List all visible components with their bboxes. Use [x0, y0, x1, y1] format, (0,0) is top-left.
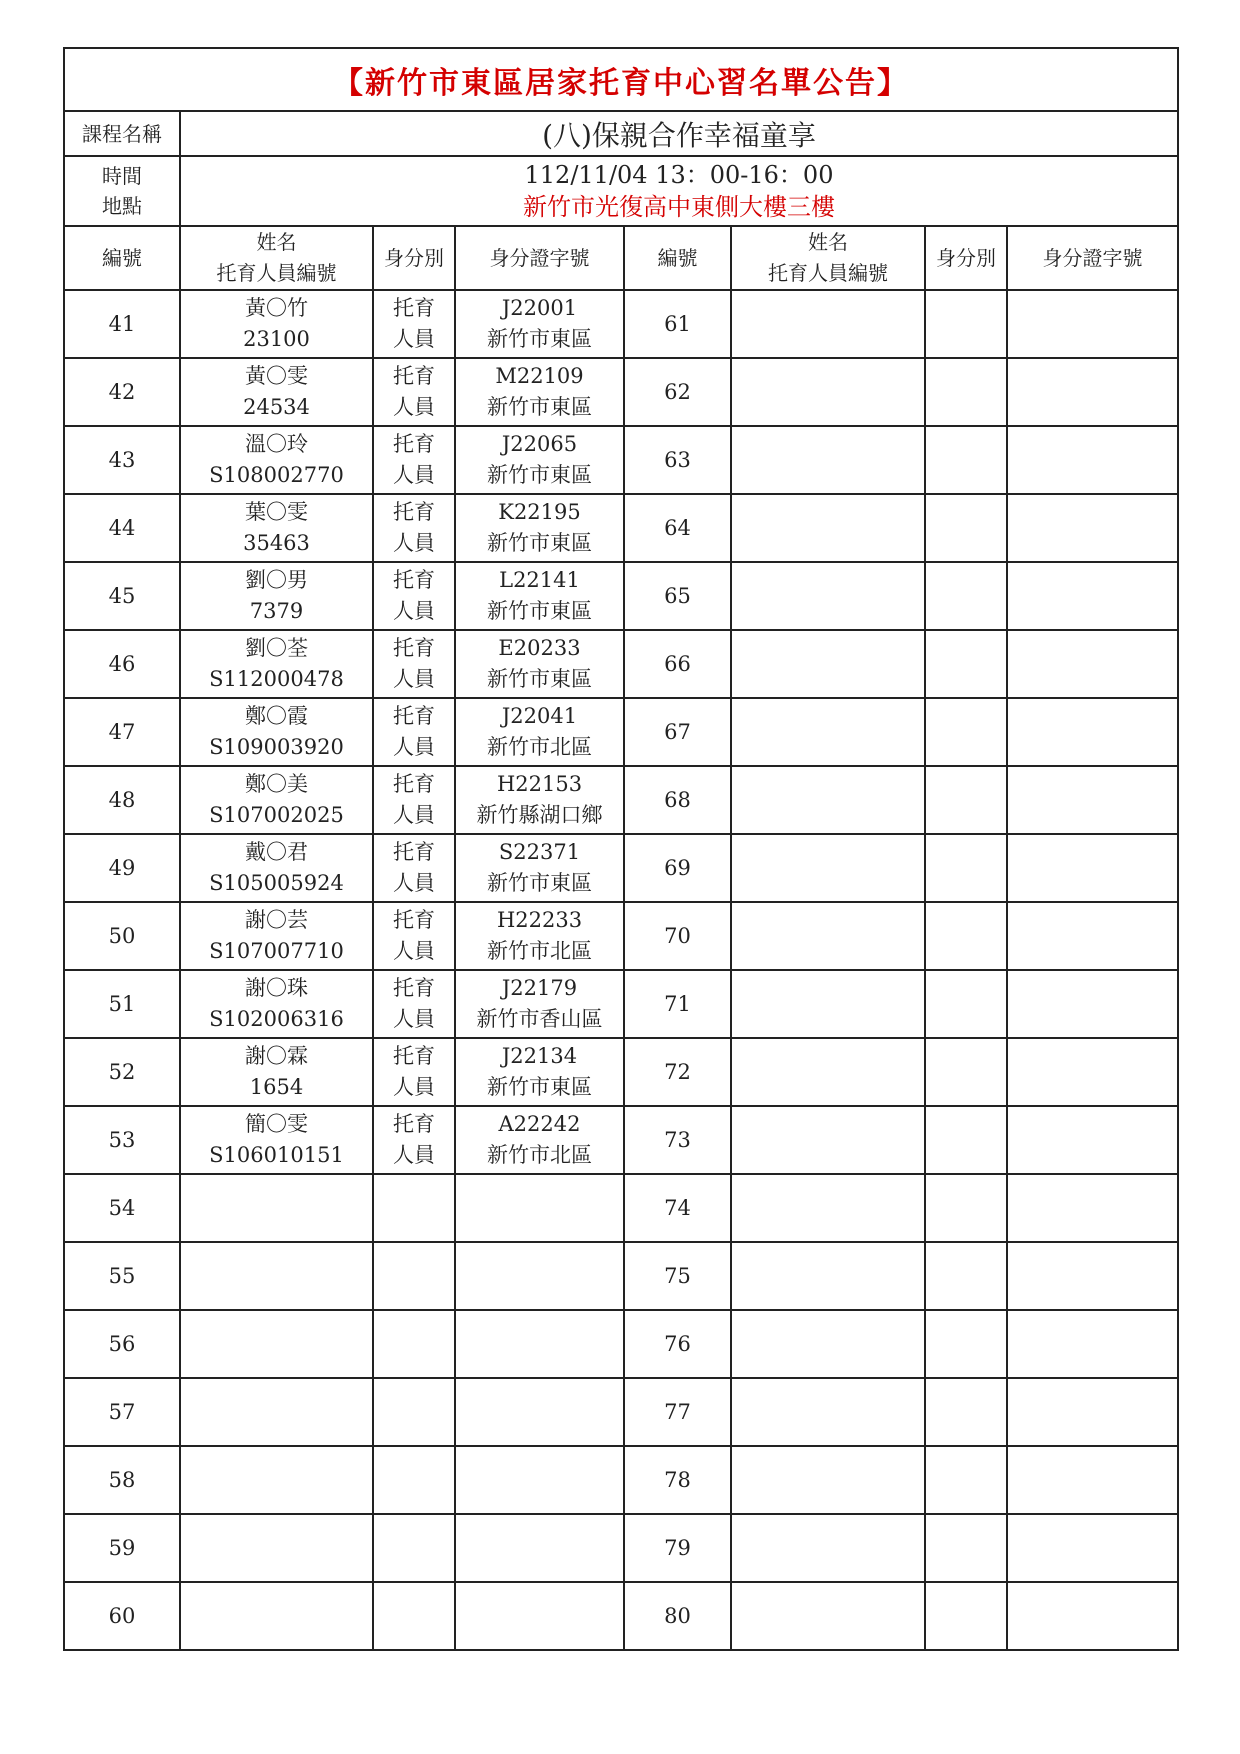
row-id-number-line2: 新竹市北區 — [487, 939, 592, 963]
row-identity-right — [925, 1310, 1007, 1378]
row-id-number — [455, 1378, 624, 1446]
row-name-code-line1: 鄭〇美 — [245, 772, 308, 796]
row-identity — [373, 494, 455, 562]
column-header-row — [64, 226, 1178, 290]
row-identity-right — [925, 1038, 1007, 1106]
row-id-number-line1: J22001 — [501, 296, 578, 320]
row-identity — [373, 630, 455, 698]
row-name-code-right — [731, 1038, 925, 1106]
row-name-code-right — [731, 1514, 925, 1582]
table-row — [64, 698, 1178, 766]
table-row — [64, 1514, 1178, 1582]
row-id-number-line1: J22041 — [501, 704, 578, 728]
row-identity-line1: 托育 — [393, 976, 435, 1000]
row-identity-line2: 人員 — [393, 395, 435, 419]
row-id-number — [455, 766, 624, 834]
row-identity-right — [925, 1514, 1007, 1582]
time-label: 時間 — [102, 164, 142, 188]
row-id-number-line1: A22242 — [498, 1112, 581, 1136]
row-number: 49 — [64, 834, 180, 902]
row-number: 48 — [64, 766, 180, 834]
row-identity-line1: 托育 — [393, 704, 435, 728]
row-identity — [373, 1106, 455, 1174]
row-number: 54 — [64, 1174, 180, 1242]
row-name-code — [180, 1174, 373, 1242]
row-name-code-right — [731, 1582, 925, 1650]
row-number: 53 — [64, 1106, 180, 1174]
row-identity — [373, 290, 455, 358]
row-identity-right — [925, 766, 1007, 834]
row-number: 45 — [64, 562, 180, 630]
row-id-number-right — [1007, 630, 1178, 698]
row-name-code — [180, 1242, 373, 1310]
table-row — [64, 358, 1178, 426]
row-id-number — [455, 1446, 624, 1514]
row-identity-right — [925, 426, 1007, 494]
row-name-code-line1: 戴〇君 — [245, 840, 308, 864]
time-location-value — [180, 156, 1178, 226]
row-name-code-right — [731, 426, 925, 494]
row-name-code-line1: 謝〇芸 — [245, 908, 308, 932]
row-number-right: 79 — [624, 1514, 731, 1582]
row-id-number-line2: 新竹市東區 — [487, 871, 592, 895]
row-identity-right — [925, 494, 1007, 562]
table-row — [64, 426, 1178, 494]
row-identity-line1: 托育 — [393, 772, 435, 796]
row-identity-line1: 托育 — [393, 568, 435, 592]
row-number-right: 68 — [624, 766, 731, 834]
row-identity-line2: 人員 — [393, 1075, 435, 1099]
row-id-number-right — [1007, 1038, 1178, 1106]
row-name-code-right — [731, 1174, 925, 1242]
table-row — [64, 1174, 1178, 1242]
row-identity — [373, 426, 455, 494]
time-value: 112/11/04 13：00-16：00 — [524, 161, 834, 189]
table-row — [64, 834, 1178, 902]
row-identity-line2: 人員 — [393, 667, 435, 691]
row-id-number — [455, 1514, 624, 1582]
row-name-code — [180, 1582, 373, 1650]
row-name-code-line1: 簡〇雯 — [245, 1112, 308, 1136]
row-identity-line1: 托育 — [393, 1044, 435, 1068]
row-id-number-line2: 新竹縣湖口鄉 — [476, 803, 603, 827]
table-row — [64, 1378, 1178, 1446]
row-number-right: 73 — [624, 1106, 731, 1174]
row-identity-right — [925, 562, 1007, 630]
row-identity — [373, 1378, 455, 1446]
row-number: 47 — [64, 698, 180, 766]
row-id-number-line1: H22153 — [496, 772, 583, 796]
row-identity-line2: 人員 — [393, 939, 435, 963]
row-name-code-right — [731, 834, 925, 902]
row-id-number — [455, 970, 624, 1038]
row-number: 57 — [64, 1378, 180, 1446]
header-name-label: 姓名 — [256, 230, 297, 254]
row-id-number-line1: J22065 — [501, 432, 578, 456]
row-name-code — [180, 1378, 373, 1446]
row-id-number-line1: S22371 — [498, 840, 581, 864]
row-name-code-line1: 鄭〇霞 — [245, 704, 308, 728]
row-identity — [373, 1174, 455, 1242]
row-id-number-line1: L22141 — [499, 568, 580, 592]
row-identity-line1: 托育 — [393, 1112, 435, 1136]
row-identity-right — [925, 1174, 1007, 1242]
row-name-code-line1: 溫〇玲 — [245, 432, 308, 456]
row-name-code-line2: S107007710 — [209, 939, 344, 963]
row-identity-right — [925, 1242, 1007, 1310]
row-identity-right — [925, 1582, 1007, 1650]
row-id-number — [455, 1174, 624, 1242]
row-identity — [373, 1310, 455, 1378]
row-name-code — [180, 1514, 373, 1582]
row-number-right: 61 — [624, 290, 731, 358]
row-name-code-right — [731, 358, 925, 426]
time-location-label — [64, 156, 180, 226]
row-id-number-right — [1007, 358, 1178, 426]
row-name-code — [180, 358, 373, 426]
row-id-number-line2: 新竹市東區 — [487, 667, 592, 691]
row-identity — [373, 358, 455, 426]
row-name-code — [180, 698, 373, 766]
row-name-code-right — [731, 1446, 925, 1514]
table-row — [64, 1446, 1178, 1514]
row-id-number-line2: 新竹市東區 — [487, 463, 592, 487]
row-name-code — [180, 426, 373, 494]
row-identity — [373, 902, 455, 970]
row-identity-line2: 人員 — [393, 531, 435, 555]
row-number-right: 71 — [624, 970, 731, 1038]
header-number-right: 編號 — [624, 226, 731, 290]
row-identity-right — [925, 1378, 1007, 1446]
header-identity-right: 身分別 — [925, 226, 1007, 290]
row-name-code-right — [731, 1378, 925, 1446]
row-id-number-line2: 新竹市東區 — [487, 599, 592, 623]
row-id-number — [455, 698, 624, 766]
row-identity-line2: 人員 — [393, 463, 435, 487]
table-row — [64, 494, 1178, 562]
row-identity-right — [925, 358, 1007, 426]
row-name-code — [180, 494, 373, 562]
row-number-right: 66 — [624, 630, 731, 698]
row-id-number-right — [1007, 834, 1178, 902]
row-id-number — [455, 494, 624, 562]
row-identity — [373, 1514, 455, 1582]
row-identity-line2: 人員 — [393, 735, 435, 759]
row-name-code — [180, 970, 373, 1038]
row-id-number — [455, 426, 624, 494]
row-id-number-line2: 新竹市香山區 — [476, 1007, 603, 1031]
row-id-number-line1: E20233 — [498, 636, 581, 660]
header-number: 編號 — [64, 226, 180, 290]
table-row — [64, 290, 1178, 358]
header-name-right — [731, 226, 925, 290]
row-identity-line1: 托育 — [393, 840, 435, 864]
row-name-code-right — [731, 698, 925, 766]
location-label: 地點 — [102, 194, 142, 218]
row-identity-line1: 托育 — [393, 636, 435, 660]
row-id-number — [455, 290, 624, 358]
row-identity-line2: 人員 — [393, 871, 435, 895]
row-id-number-line2: 新竹市北區 — [487, 735, 592, 759]
row-id-number-right — [1007, 970, 1178, 1038]
row-id-number — [455, 902, 624, 970]
row-name-code-line1: 黃〇竹 — [245, 296, 308, 320]
row-id-number-right — [1007, 290, 1178, 358]
row-identity-line2: 人員 — [393, 1007, 435, 1031]
row-id-number-line2: 新竹市東區 — [487, 327, 592, 351]
table-row — [64, 1106, 1178, 1174]
row-identity-right — [925, 1106, 1007, 1174]
row-number-right: 72 — [624, 1038, 731, 1106]
row-identity — [373, 562, 455, 630]
course-label: 課程名稱 — [64, 111, 180, 156]
row-name-code-line1: 劉〇男 — [245, 568, 308, 592]
table-row — [64, 1310, 1178, 1378]
row-name-code-right — [731, 562, 925, 630]
table-row — [64, 902, 1178, 970]
row-id-number — [455, 630, 624, 698]
row-name-code-line2: S109003920 — [209, 735, 344, 759]
row-identity — [373, 1038, 455, 1106]
row-identity — [373, 698, 455, 766]
row-id-number-right — [1007, 1514, 1178, 1582]
row-id-number — [455, 562, 624, 630]
row-identity-right — [925, 970, 1007, 1038]
row-number: 60 — [64, 1582, 180, 1650]
header-caregiver-id: 托育人員編號 — [216, 261, 337, 285]
roster-table — [63, 47, 1179, 1651]
row-name-code — [180, 290, 373, 358]
row-number-right: 77 — [624, 1378, 731, 1446]
row-name-code — [180, 1038, 373, 1106]
row-number-right: 62 — [624, 358, 731, 426]
table-row — [64, 766, 1178, 834]
row-id-number-line2: 新竹市東區 — [487, 1075, 592, 1099]
row-id-number-right — [1007, 1582, 1178, 1650]
header-name-label-right: 姓名 — [808, 230, 848, 254]
row-name-code-line2: 23100 — [243, 327, 310, 351]
row-id-number-right — [1007, 1174, 1178, 1242]
row-name-code — [180, 1106, 373, 1174]
row-number-right: 64 — [624, 494, 731, 562]
row-identity — [373, 1446, 455, 1514]
row-name-code-right — [731, 1310, 925, 1378]
location-value: 新竹市光復高中東側大樓三樓 — [523, 193, 835, 221]
row-identity-line1: 托育 — [393, 364, 435, 388]
row-identity-right — [925, 902, 1007, 970]
row-id-number-right — [1007, 698, 1178, 766]
row-name-code-line2: S102006316 — [209, 1007, 344, 1031]
row-number: 42 — [64, 358, 180, 426]
row-id-number-right — [1007, 426, 1178, 494]
row-name-code-line2: S106010151 — [209, 1143, 344, 1167]
header-id-number: 身分證字號 — [455, 226, 624, 290]
row-identity — [373, 766, 455, 834]
row-identity-right — [925, 1446, 1007, 1514]
header-identity: 身分別 — [373, 226, 455, 290]
row-identity — [373, 834, 455, 902]
row-id-number — [455, 834, 624, 902]
row-name-code-line1: 謝〇珠 — [245, 976, 308, 1000]
row-number-right: 80 — [624, 1582, 731, 1650]
row-name-code-line1: 謝〇霖 — [245, 1044, 308, 1068]
row-identity-line1: 托育 — [393, 500, 435, 524]
row-number: 50 — [64, 902, 180, 970]
row-name-code — [180, 834, 373, 902]
header-name — [180, 226, 373, 290]
row-id-number-right — [1007, 902, 1178, 970]
row-id-number-right — [1007, 1446, 1178, 1514]
row-identity-line1: 托育 — [393, 432, 435, 456]
row-number-right: 76 — [624, 1310, 731, 1378]
row-identity — [373, 970, 455, 1038]
row-name-code — [180, 766, 373, 834]
row-name-code-line1: 劉〇荃 — [245, 636, 308, 660]
row-id-number-line2: 新竹市東區 — [487, 531, 592, 555]
row-name-code-line2: S105005924 — [209, 871, 344, 895]
row-number-right: 74 — [624, 1174, 731, 1242]
row-name-code-line2: 1654 — [249, 1075, 304, 1099]
row-id-number-line1: H22233 — [496, 908, 583, 932]
row-id-number — [455, 1582, 624, 1650]
row-number: 46 — [64, 630, 180, 698]
row-name-code-right — [731, 630, 925, 698]
page-title: 【新竹市東區居家托育中心習名單公告】 — [64, 48, 1178, 111]
row-number: 44 — [64, 494, 180, 562]
row-id-number-line1: J22134 — [501, 1044, 578, 1068]
row-number-right: 78 — [624, 1446, 731, 1514]
row-name-code-right — [731, 494, 925, 562]
header-caregiver-id-right: 托育人員編號 — [768, 261, 888, 285]
row-number: 55 — [64, 1242, 180, 1310]
row-name-code-line1: 葉〇雯 — [245, 500, 308, 524]
row-name-code-line2: 35463 — [243, 531, 310, 555]
row-identity-line2: 人員 — [393, 327, 435, 351]
row-name-code-right — [731, 1106, 925, 1174]
row-name-code-line2: 24534 — [243, 395, 310, 419]
row-identity-line1: 托育 — [393, 908, 435, 932]
row-number: 43 — [64, 426, 180, 494]
course-name: (八)保親合作幸福童享 — [180, 111, 1178, 156]
row-number-right: 69 — [624, 834, 731, 902]
row-name-code-line2: S112000478 — [209, 667, 344, 691]
row-identity-line2: 人員 — [393, 1143, 435, 1167]
row-name-code-right — [731, 766, 925, 834]
row-number-right: 70 — [624, 902, 731, 970]
row-number: 56 — [64, 1310, 180, 1378]
table-row — [64, 1242, 1178, 1310]
table-row — [64, 562, 1178, 630]
row-name-code — [180, 562, 373, 630]
row-number: 58 — [64, 1446, 180, 1514]
row-id-number-line1: K22195 — [498, 500, 581, 524]
row-id-number-right — [1007, 494, 1178, 562]
row-id-number — [455, 1038, 624, 1106]
row-identity-line2: 人員 — [393, 803, 435, 827]
row-name-code-right — [731, 290, 925, 358]
row-name-code-right — [731, 902, 925, 970]
row-id-number-line1: M22109 — [495, 364, 584, 388]
row-identity-right — [925, 834, 1007, 902]
row-name-code-line2: S108002770 — [209, 463, 344, 487]
row-identity-right — [925, 698, 1007, 766]
row-identity — [373, 1242, 455, 1310]
table-row — [64, 970, 1178, 1038]
row-identity-right — [925, 630, 1007, 698]
row-name-code — [180, 1310, 373, 1378]
row-id-number-right — [1007, 562, 1178, 630]
table-row — [64, 1038, 1178, 1106]
row-id-number-line1: J22179 — [501, 976, 578, 1000]
row-number: 59 — [64, 1514, 180, 1582]
row-number-right: 67 — [624, 698, 731, 766]
row-id-number — [455, 1310, 624, 1378]
header-id-number-right: 身分證字號 — [1007, 226, 1178, 290]
table-row — [64, 1582, 1178, 1650]
row-name-code-right — [731, 1242, 925, 1310]
row-id-number-right — [1007, 1242, 1178, 1310]
row-name-code-line1: 黃〇雯 — [245, 364, 308, 388]
row-id-number-right — [1007, 1106, 1178, 1174]
row-number-right: 75 — [624, 1242, 731, 1310]
row-id-number-right — [1007, 766, 1178, 834]
row-id-number — [455, 1242, 624, 1310]
row-number: 52 — [64, 1038, 180, 1106]
row-name-code — [180, 902, 373, 970]
row-identity-line2: 人員 — [393, 599, 435, 623]
row-number: 41 — [64, 290, 180, 358]
row-id-number — [455, 1106, 624, 1174]
row-name-code — [180, 630, 373, 698]
row-id-number — [455, 358, 624, 426]
table-row — [64, 630, 1178, 698]
row-id-number-right — [1007, 1378, 1178, 1446]
row-id-number-line2: 新竹市北區 — [487, 1143, 592, 1167]
row-name-code-line2: S107002025 — [209, 803, 344, 827]
row-id-number-line2: 新竹市東區 — [487, 395, 592, 419]
row-identity-right — [925, 290, 1007, 358]
row-name-code-line2: 7379 — [249, 599, 304, 623]
row-identity — [373, 1582, 455, 1650]
row-number: 51 — [64, 970, 180, 1038]
row-identity-line1: 托育 — [393, 296, 435, 320]
row-name-code — [180, 1446, 373, 1514]
row-id-number-right — [1007, 1310, 1178, 1378]
row-number-right: 65 — [624, 562, 731, 630]
row-name-code-right — [731, 970, 925, 1038]
row-number-right: 63 — [624, 426, 731, 494]
